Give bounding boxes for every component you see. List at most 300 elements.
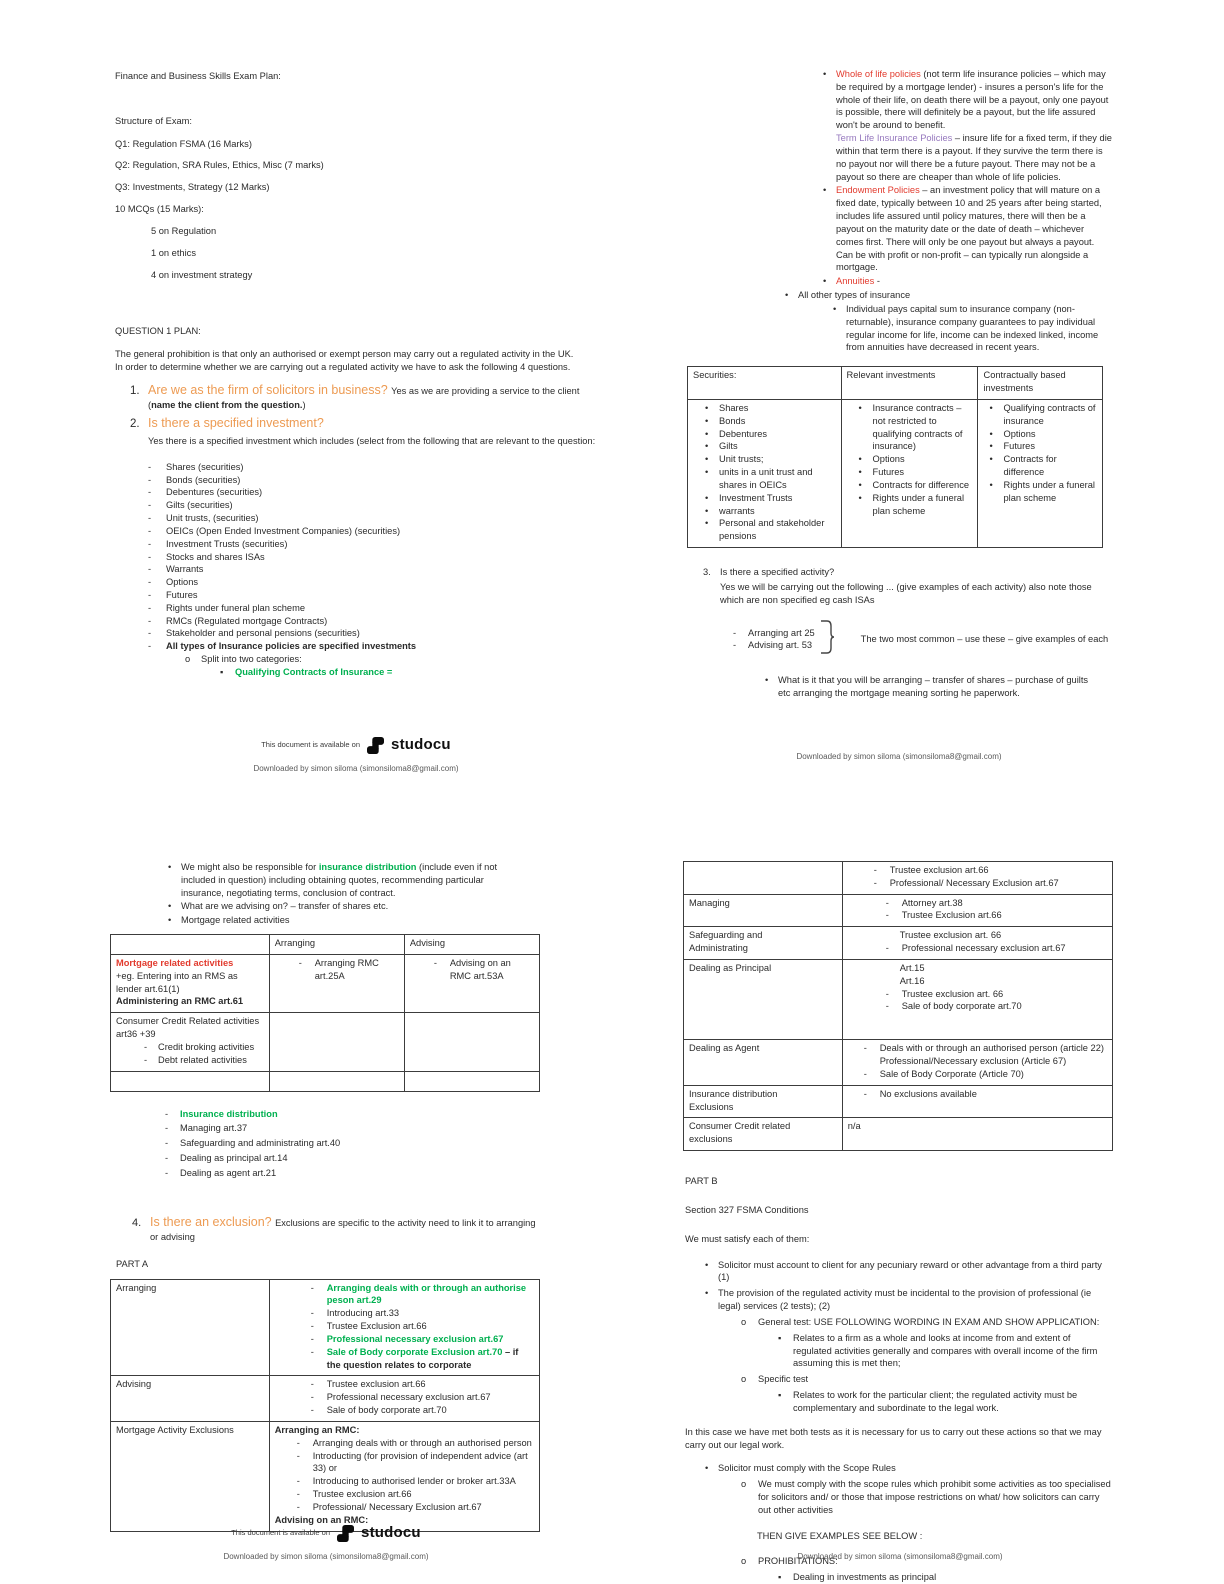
list-marker: - (165, 1108, 169, 1119)
text-line (689, 929, 837, 942)
text-run: 4 on investment strategy (151, 269, 253, 280)
text-run: Advising on an RMC art.53A (449, 957, 511, 981)
text-run: No exclusions available (879, 1088, 977, 1099)
list-marker: • (705, 1288, 709, 1299)
text-run: Sale of body corporate art.70 (326, 1405, 447, 1416)
text-line (983, 440, 1097, 453)
brace-icon (819, 618, 835, 660)
text-line (168, 914, 542, 927)
text-line (847, 369, 973, 382)
page-4-footer (683, 1544, 1117, 1562)
text-run: OEICs (Open Ended Investment Companies) (securities) (166, 525, 401, 536)
text-line (151, 225, 612, 238)
list-marker: - (310, 1308, 314, 1319)
text-run: Dealing as principal art.14 (180, 1153, 288, 1164)
text-run: Insurance distribution (180, 1108, 278, 1119)
list-marker: - (733, 627, 737, 638)
text-run: (not term life insurance policies – which may be required by a mortgage lender) - insures a person's life for the whole of their life, on death there will be a payout, only one payout is possible, there will definitely be a payout, but the life assured won't be around to benefit. (836, 69, 1109, 131)
list-marker: - (148, 602, 152, 613)
list-marker: - (148, 577, 152, 588)
list-marker: • (705, 454, 709, 465)
text-line (275, 1333, 534, 1346)
list-marker: - (144, 1054, 148, 1065)
text-line (151, 269, 612, 282)
page-1 (100, 62, 612, 774)
table-cell (684, 894, 843, 927)
table-row (684, 862, 1113, 895)
text-run: Q2: Regulation, SRA Rules, Ethics, Misc (7 marks) (115, 160, 324, 171)
studocu-footer (100, 735, 612, 774)
list-marker: - (863, 1043, 867, 1054)
table-row (684, 959, 1113, 1039)
text-run: Structure of Exam: (115, 115, 192, 126)
text-line (693, 517, 836, 543)
text-line (733, 627, 815, 640)
text-run: Term Life Insurance Policies (836, 133, 953, 144)
list-marker: - (148, 589, 152, 600)
text-line (148, 615, 612, 628)
text-run: Yes we will be carrying out the following ... (give examples of each activity) also note those which are non specified eg cash ISAs (720, 581, 1092, 605)
list-marker: - (148, 551, 152, 562)
text-line (130, 415, 612, 433)
list-marker: - (148, 615, 152, 626)
text-line (275, 1437, 534, 1450)
table-cell (684, 1118, 843, 1151)
list-marker: • (858, 492, 862, 503)
text-line (148, 499, 612, 512)
text-run: Trustee exclusion art. 66 (901, 988, 1004, 999)
list-marker: - (148, 513, 152, 524)
text-line (275, 1488, 534, 1501)
text-line (693, 415, 836, 428)
text-run: Arranging art 25 (748, 627, 815, 638)
doc-table (110, 1279, 540, 1532)
text-line (693, 505, 836, 518)
table-cell (111, 1376, 270, 1421)
list-marker: - (296, 1489, 300, 1500)
text-line (115, 325, 612, 338)
text-line (275, 1424, 534, 1437)
footer-downloaded-text: Downloaded by simon siloma (simonsiloma8@gmail.com) (796, 751, 1002, 761)
text-line (220, 666, 612, 679)
text-run: PROHIBITATIONS: (758, 1556, 838, 1567)
text-run: Contracts for difference (1003, 454, 1057, 478)
text-run: Administrating (689, 943, 748, 954)
text-line (848, 975, 1107, 988)
list-marker: • (168, 862, 172, 872)
text-line (148, 576, 612, 589)
table-row (684, 1118, 1113, 1151)
text-line (116, 1282, 264, 1295)
table-cell (269, 935, 404, 955)
list-marker: 3. (703, 566, 711, 577)
text-run: Dealing as Agent (689, 1043, 760, 1054)
text-run: Securities: (693, 370, 737, 381)
text-line (848, 897, 1107, 910)
text-run: The two most common – use these – give examples of each (860, 633, 1109, 644)
list-marker: - (885, 910, 889, 921)
list-marker: - (148, 641, 152, 652)
list-marker: - (863, 1068, 867, 1079)
text-run: We might also be responsible for (181, 862, 319, 872)
table-cell (111, 1071, 270, 1091)
page-3-content (110, 861, 542, 1532)
text-run: 10 MCQs (15 Marks): (115, 204, 204, 215)
text-line (115, 115, 612, 128)
text-line (741, 1316, 1113, 1329)
text-run: Safeguarding and administrating art.40 (180, 1138, 341, 1149)
text-line (275, 1282, 534, 1308)
text-line (741, 1478, 1111, 1516)
text-line (848, 988, 1107, 1001)
table-cell (684, 927, 843, 960)
table-row (684, 1040, 1113, 1085)
list-marker: o (741, 1316, 747, 1327)
text-run: Yes there is a specified investment which includes (select from the following that are relevant to the question: (148, 435, 596, 446)
text-line (741, 1373, 1117, 1386)
text-run: Trustee exclusion art.66 (326, 1379, 426, 1390)
text-run: All types of Insurance policies are specified investments (166, 641, 417, 652)
table-row (684, 927, 1113, 960)
list-marker: 1. (130, 384, 140, 397)
footer-available-text: This document is available on (231, 1528, 331, 1538)
footer-downloaded-text: Downloaded by simon siloma (simonsiloma8@gmail.com) (223, 1551, 429, 1561)
list-marker: • (989, 454, 993, 465)
text-line (410, 957, 534, 983)
text-line (148, 640, 612, 653)
table-cell (684, 862, 843, 895)
table-cell (111, 954, 270, 1012)
page-4-content (683, 861, 1117, 1584)
text-run: Q1: Regulation FSMA (16 Marks) (115, 138, 252, 149)
text-run: Endowment Policies (836, 185, 920, 196)
table-cell (111, 935, 270, 955)
bracket-annotation (733, 618, 1113, 660)
table-cell (842, 1118, 1112, 1151)
list-marker: - (165, 1153, 169, 1164)
text-line (848, 1088, 1107, 1101)
text-run: Arranging (274, 938, 316, 949)
list-marker: • (765, 675, 769, 686)
table-cell (842, 959, 1112, 1039)
list-marker: - (885, 897, 889, 908)
table-cell (842, 894, 1112, 927)
doc-table (110, 934, 540, 1091)
list-marker: - (148, 487, 152, 498)
text-line (848, 877, 1107, 890)
text-line (275, 1378, 534, 1391)
list-marker: - (310, 1392, 314, 1403)
table-cell (111, 1013, 270, 1071)
text-run: Stakeholder and personal pensions (securities) (166, 628, 360, 639)
page-2 (685, 62, 1113, 762)
text-line (275, 1320, 534, 1333)
text-run: Futures (166, 589, 198, 600)
list-marker: 4. (132, 1216, 142, 1229)
text-line (847, 402, 973, 453)
table-row (688, 399, 1103, 547)
table-cell (269, 1376, 539, 1421)
text-run: Futures (1003, 441, 1036, 452)
text-line (848, 1042, 1107, 1068)
text-run: Qualifying contracts of insurance (1003, 402, 1096, 426)
table-cell (842, 1085, 1112, 1118)
text-run: Arranging deals with or through an authorise peson art.29 (326, 1282, 527, 1306)
text-line (693, 492, 836, 505)
text-run: Attorney art.38 (901, 897, 963, 908)
list-marker: - (863, 1088, 867, 1099)
text-run: Unit trusts, (securities) (166, 513, 259, 524)
table-row (111, 935, 540, 955)
text-run: General test: USE FOLLOWING WORDING IN EXAM AND SHOW APPLICATION: (758, 1316, 1100, 1327)
list-marker: • (823, 69, 827, 79)
text-run: Sale of Body Corporate (Article 70) (879, 1068, 1024, 1079)
text-run: Relates to a firm as a whole and looks at income from and extent of regulated activities generally and compares with overall income of the firm assuming this is met then; (793, 1332, 1098, 1369)
text-run: What is it that you will be arranging – transfer of shares – purchase of guilts etc arranging the mortgage meaning sorting he paperwork. (778, 675, 1089, 699)
text-run: The general prohibition is that only an authorised or exempt person may carry out a regulated activity in the UK. In order to determine whether we are carrying out a regulated activity we have to ask the following 4 questions. (115, 349, 574, 373)
text-run: Mortgage related activities (116, 957, 234, 968)
text-run: (include even if not included in question) including obtaining quotes, recommending particular insurance, negotiating terms, conclusion of contract. (181, 862, 498, 898)
text-line (720, 581, 1118, 607)
table-cell (404, 1013, 539, 1071)
text-line (848, 962, 1107, 975)
text-line (848, 864, 1107, 877)
table-cell (841, 367, 978, 400)
text-run: Gilts (securities) (166, 500, 233, 511)
text-run: Is there a specified investment? (148, 416, 324, 431)
list-marker: ▪ (778, 1390, 782, 1401)
list-marker: - (165, 1167, 169, 1178)
text-line (836, 132, 1113, 183)
text-line (847, 492, 973, 518)
text-run: Advising (409, 938, 445, 949)
list-marker: - (148, 461, 152, 472)
list-marker: - (873, 865, 877, 875)
bracket-items (733, 627, 815, 653)
text-run: PART B (685, 1176, 718, 1187)
text-run: – if the question relates to corporate (326, 1346, 519, 1370)
text-line (848, 929, 1107, 942)
text-line (132, 1214, 544, 1244)
text-run: Exclusions (689, 1101, 734, 1112)
table-row (111, 1421, 540, 1531)
text-run: Relates to work for the particular client; the regulated activity must be complementary and subordinate to the legal work. (793, 1390, 1078, 1413)
text-run: Introducting (for provision of independent advice (art 33) or (312, 1450, 528, 1474)
text-line (275, 1391, 534, 1404)
text-line (685, 1233, 1117, 1246)
text-run: In this case we have met both tests as it is necessary for us to carry out these actions so that we may carry out our legal work. (685, 1426, 1102, 1450)
text-line (847, 453, 973, 466)
text-run: Shares (719, 402, 749, 413)
list-marker: • (989, 479, 993, 490)
text-line (148, 563, 612, 576)
text-run: Debentures (securities) (166, 487, 263, 498)
text-line (165, 1152, 542, 1165)
list-marker: • (823, 185, 827, 196)
text-line (165, 1167, 542, 1180)
text-line (823, 275, 1113, 288)
list-marker: - (148, 538, 152, 549)
table-row (111, 954, 540, 1012)
text-line (689, 962, 837, 975)
footer-available-text: This document is available on (261, 740, 361, 750)
text-line (148, 474, 612, 487)
text-run: Administering an RMC art.61 (116, 996, 244, 1007)
text-line (115, 181, 612, 194)
text-line (983, 369, 1097, 395)
table-cell (842, 1040, 1112, 1085)
page-2-content (685, 68, 1113, 700)
text-run: Qualifying Contracts of Insurance = (235, 666, 393, 677)
table-cell (684, 1040, 843, 1085)
list-marker: - (165, 1123, 169, 1134)
text-line (847, 479, 973, 492)
text-run: n/a (847, 1121, 861, 1132)
text-line (148, 512, 612, 525)
text-run: Contracts for difference (872, 479, 970, 490)
list-marker: - (310, 1346, 314, 1357)
text-line (275, 1450, 534, 1476)
text-run: warrants (719, 505, 755, 516)
text-line (689, 1120, 837, 1133)
table-cell (842, 862, 1112, 895)
list-marker: ▪ (220, 666, 224, 677)
text-line (685, 1426, 1111, 1452)
text-run: Managing art.37 (180, 1123, 248, 1134)
text-line (116, 970, 264, 996)
list-marker: - (310, 1333, 314, 1344)
text-run: Arranging an RMC: (274, 1424, 360, 1435)
table-cell (404, 1071, 539, 1091)
text-run: Personal and stakeholder pensions (719, 518, 825, 542)
table-cell (842, 927, 1112, 960)
text-run: Q3: Investments, Strategy (12 Marks) (115, 182, 270, 193)
text-line (689, 1101, 837, 1114)
text-run: Investment Trusts (securities) (166, 538, 288, 549)
text-run: The provision of the regulated activity must be incidental to the provision of professional (ie legal) services (2 tests); (2) (718, 1288, 1092, 1312)
list-marker: - (733, 640, 737, 651)
text-run: Dealing as agent art.21 (180, 1167, 277, 1178)
text-line (848, 909, 1107, 922)
text-line (168, 900, 542, 913)
table-cell (684, 1085, 843, 1118)
table-cell (404, 954, 539, 1012)
text-run: Rights under funeral plan scheme (166, 602, 306, 613)
table-cell (269, 954, 404, 1012)
list-marker: - (148, 564, 152, 575)
text-run: Solicitor must comply with the Scope Rules (718, 1463, 896, 1474)
list-marker: - (296, 1501, 300, 1512)
table-cell (688, 367, 842, 400)
list-marker: • (168, 915, 172, 926)
studocu-brand: studocu (361, 1524, 421, 1542)
doc-table (683, 861, 1113, 1151)
text-run: Is there a specified activity? (720, 566, 835, 577)
text-run: Professional/ Necessary Exclusion art.67 (889, 877, 1059, 888)
list-marker: - (310, 1379, 314, 1390)
text-line (689, 942, 837, 955)
text-line (685, 1175, 1117, 1188)
text-run: insurance distribution (318, 862, 417, 872)
text-run: What are we advising on? – transfer of shares etc. (181, 901, 389, 912)
text-run: – insure life for a fixed term, if they die within that term there is a payout. If they survive the term there is no payout nor will there be a future payout. There may not be a payout so there are cheaper than whole of life policies. (836, 133, 1112, 182)
text-run: +eg. Entering into an RMS as lender art.61(1) (116, 970, 238, 994)
text-run: – an investment policy that will mature on a fixed date, typically between 10 and 25 years after being started, includes life assured until policy matures, there will then be a payout on the maturity date or the date of death – whichever comes first. There will only be one payout but always a payout. Can be with profit or non-profit – can typically run alongside a mortgage. (836, 185, 1102, 273)
text-run: Advising (116, 1379, 152, 1390)
text-line (693, 402, 836, 415)
page-4 (683, 855, 1117, 1583)
text-line (116, 1054, 264, 1067)
text-line (703, 566, 1105, 579)
table-row (684, 894, 1113, 927)
list-marker: • (705, 415, 709, 426)
text-run: Trustee exclusion art.66 (889, 865, 989, 875)
list-marker: - (873, 877, 877, 888)
text-line (689, 897, 837, 910)
text-run: Exclusions are specific to the activity need to link it to arranging or advising (150, 1217, 536, 1242)
list-marker: - (885, 988, 889, 999)
text-line (148, 551, 612, 564)
list-marker: 2. (130, 418, 140, 431)
table-cell (684, 959, 843, 1039)
text-run: Individual pays capital sum to insurance company (non-returnable), insurance company guarantees to pay individual regular income for life, income can be indexed linked, income from annuities have decreased in recent years. (846, 303, 1099, 353)
text-run: Deals with or through an authorised person (article 22) Professional/Necessary exclusion (Article 67) (879, 1043, 1104, 1067)
text-run: Dealing in investments as principal (793, 1572, 937, 1583)
text-run: Warrants (166, 564, 204, 575)
text-run: Mortgage Activity Exclusions (116, 1424, 234, 1435)
table-row (111, 1279, 540, 1376)
text-run: Trustee exclusion art. 66 (899, 930, 1002, 941)
text-run: Introducing to authorised lender or broker art.33A (312, 1476, 516, 1487)
table-cell (269, 1071, 404, 1091)
text-line (410, 937, 534, 950)
text-run: - (874, 276, 880, 287)
text-line (983, 453, 1097, 479)
text-run: Debentures (719, 428, 768, 439)
text-line (983, 479, 1097, 505)
text-run: Section 327 FSMA Conditions (685, 1204, 809, 1215)
text-line (778, 1571, 1117, 1584)
list-marker: • (705, 467, 709, 478)
text-run: Consumer Credit Related activities art36 +39 (116, 1016, 260, 1040)
list-marker: • (705, 505, 709, 516)
text-run: Are we as the firm of solicitors in business? (148, 382, 392, 397)
text-run: Whole of life policies (836, 69, 921, 79)
text-line (778, 1332, 1110, 1370)
text-line (116, 1258, 542, 1271)
text-run: Annuities (836, 276, 875, 287)
text-line (693, 369, 836, 382)
text-run: Sale of body corporate art.70 (901, 1001, 1022, 1012)
text-run: Split into two categories: (201, 654, 302, 665)
text-run: Futures (872, 467, 905, 478)
text-run: Advising on an RMC: (274, 1514, 369, 1525)
list-marker: - (433, 957, 437, 968)
text-line (130, 382, 598, 412)
footer-downloaded-text: Downloaded by simon siloma (simonsiloma8@gmail.com) (797, 1551, 1003, 1561)
text-run: Options (872, 454, 905, 465)
text-run: Professional necessary exclusion art.67 (326, 1392, 491, 1403)
text-run: Managing (689, 897, 730, 908)
text-run: Specific test (758, 1374, 809, 1385)
list-marker: • (858, 479, 862, 490)
text-run: Bonds (719, 415, 746, 426)
text-run: Trustee Exclusion art.66 (326, 1321, 427, 1332)
text-run: QUESTION 1 PLAN: (115, 326, 201, 337)
table-row (111, 1013, 540, 1071)
table-row (111, 1376, 540, 1421)
list-marker: o (185, 654, 191, 665)
